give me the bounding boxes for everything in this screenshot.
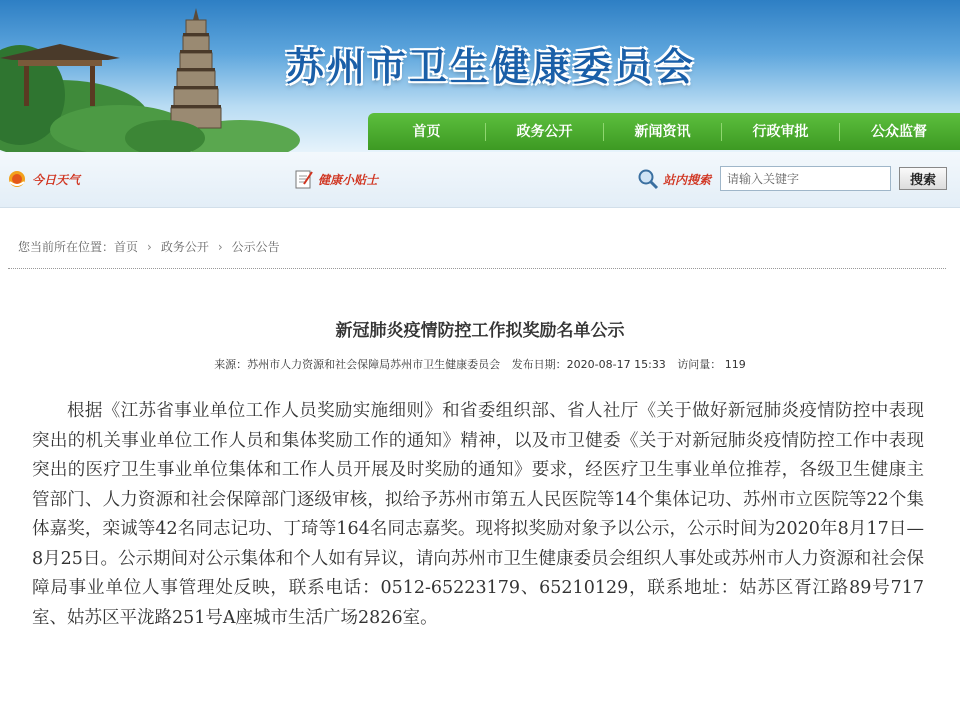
weather-sun-icon	[6, 168, 28, 190]
weather-label: 今日天气	[32, 172, 81, 187]
nav-home[interactable]: 首页	[368, 123, 486, 141]
search-button[interactable]: 搜索	[899, 167, 947, 190]
health-tips-link[interactable]	[294, 168, 378, 190]
search-input[interactable]	[720, 166, 891, 191]
header-banner	[0, 0, 960, 152]
nav-administrative-approval[interactable]: 行政审批	[722, 123, 840, 141]
article-title: 新冠肺炎疫情防控工作拟奖励名单公示	[335, 321, 625, 341]
breadcrumb-announcements[interactable]: 公示公告	[231, 240, 280, 254]
breadcrumb-home[interactable]: 首页	[114, 240, 139, 254]
utility-bar	[0, 152, 960, 208]
pagoda-scene-image	[0, 0, 330, 152]
article-views: 访问量： 119	[677, 358, 746, 371]
chevron-right-icon: ›	[147, 239, 152, 254]
site-search-label-group	[637, 168, 711, 190]
health-tips-label: 健康小贴士	[318, 172, 379, 187]
breadcrumb-prefix: 您当前所在位置：	[18, 240, 115, 254]
article-meta	[0, 356, 960, 372]
breadcrumb	[18, 238, 280, 255]
notepad-icon	[294, 168, 314, 190]
chevron-right-icon: ›	[217, 239, 223, 254]
main-nav	[368, 113, 960, 150]
breadcrumb-government-affairs[interactable]: 政务公开	[160, 240, 209, 254]
site-search-label: 站内搜索	[663, 172, 712, 187]
weather-link[interactable]	[6, 168, 80, 190]
magnifier-icon	[637, 168, 659, 190]
nav-government-affairs[interactable]: 政务公开	[486, 123, 604, 141]
nav-news[interactable]: 新闻资讯	[604, 123, 722, 141]
article-body: 根据《江苏省事业单位工作人员奖励实施细则》和省委组织部、省人社厅《关于做好新冠肺炎疫情防控中表现突出的机关事业单位工作人员和集体奖励工作的通知》精神，以及市卫健委《关于对新冠肺炎疫情防控工作中表现突出的医疗卫生事业单位集体和工作人员开展及时奖励的通知》要求，经医疗卫生事业单位推荐，各级卫生健康主管部门、人力资源和社会保障部门逐级审核，拟给予苏州市第五人民医院等14个集体记功、苏州市立医院等22个集体嘉奖，栾诚等42名同志记功、丁琦等164名同志嘉奖。现将拟奖励对象予以公示，公示时间为2020年8月17日—8月25日。公示期间对公示集体和个人如有异议，请向苏州市卫生健康委员会组织人事处或苏州市人力资源和社会保障局事业单位人事管理处反映，联系电话：0512-65223179、65210129，联系地址：姑苏区胥江路89号717室、姑苏区平泷路251号A座城市生活广场2826室。	[32, 401, 924, 628]
site-title: 苏州市卫生健康委员会	[286, 44, 697, 89]
divider	[8, 268, 946, 269]
nav-public-supervision[interactable]: 公众监督	[871, 123, 927, 140]
article-source: 来源：苏州市人力资源和社会保障局苏州市卫生健康委员会	[214, 358, 501, 371]
article-date: 发布日期：2020-08-17 15:33	[511, 358, 666, 371]
